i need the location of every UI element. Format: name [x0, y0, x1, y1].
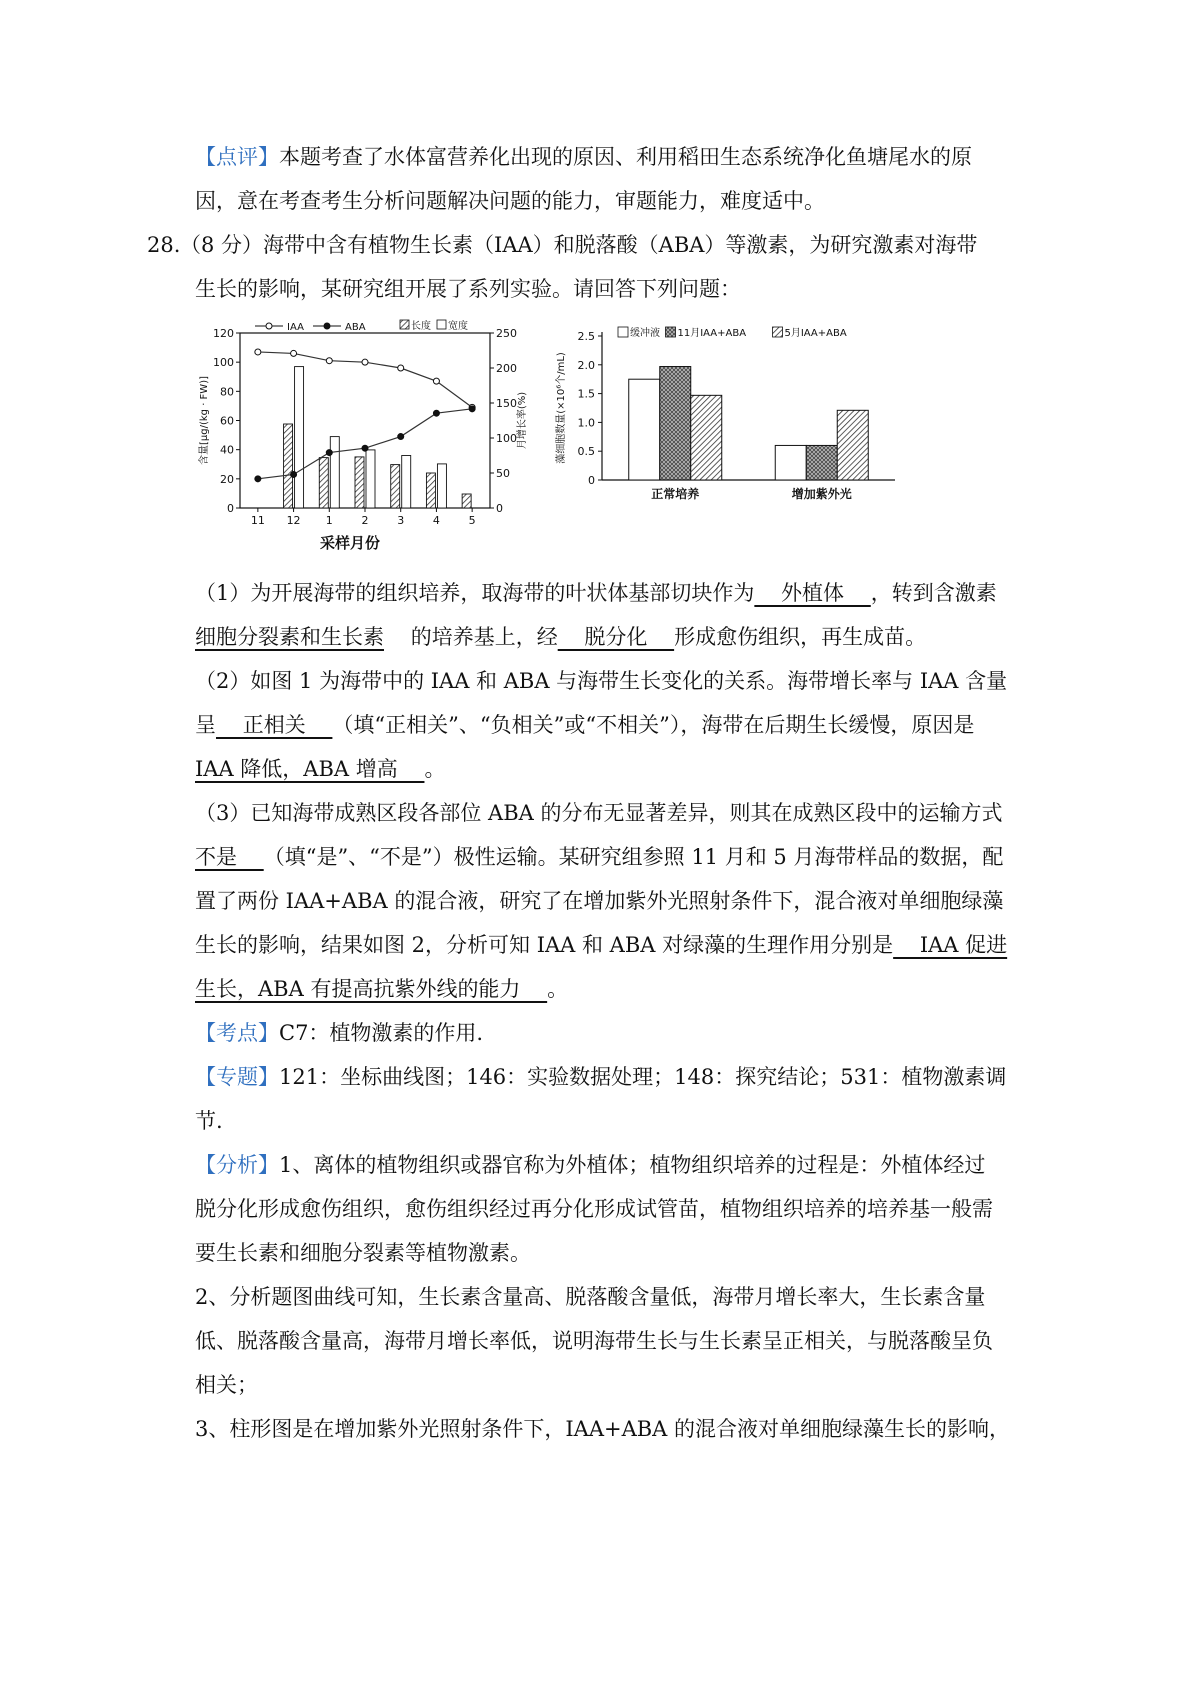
point-iaa: [398, 365, 404, 371]
right-axis-tick-label: 150: [496, 397, 517, 410]
q3-line-1: （3）已知海带成熟区段各部位 ABA 的分布无显著差异，则其在成熟区段中的运输方式: [195, 801, 1003, 825]
q1-answer-2: 细胞分裂素和生长素: [195, 625, 384, 649]
y-axis-tick-label: 0.5: [577, 445, 595, 459]
kaodian-tag: 【考点】: [195, 1021, 279, 1045]
legend-swatch-1: [666, 327, 676, 337]
review-line-2: 因，意在考查考生分析问题解决问题的能力，审题能力，难度适中。: [195, 189, 825, 213]
bar-1: [660, 367, 691, 480]
point-iaa: [255, 349, 261, 355]
q1-line-2: 细胞分裂素和生长素 的培养基上，经 脱分化 形成愈伤组织，再生成苗。: [195, 625, 927, 649]
left-axis-tick-label: 60: [220, 414, 234, 428]
bar-width: [330, 437, 339, 508]
right-axis-tick-label: 100: [496, 432, 517, 445]
fenxi-tag: 【分析】: [195, 1153, 279, 1177]
y-axis-tick-label: 1.5: [577, 387, 595, 401]
q2-answer-2: IAA 降低，ABA 增高: [195, 757, 425, 781]
legend-aba-marker: [324, 323, 330, 329]
fenxi-line-3: 要生长素和细胞分裂素等植物激素。: [195, 1241, 531, 1265]
y-axis-tick-label: 1.0: [577, 416, 595, 430]
legend-width-label: 宽度: [448, 321, 468, 332]
bar-width: [366, 450, 375, 508]
point-aba: [255, 476, 261, 482]
y-axis-label: 藻细胞数量(×10⁶个/mL): [556, 352, 567, 464]
y-axis-tick-label: 2.0: [577, 358, 595, 372]
x-axis-tick-label: 11: [250, 514, 265, 527]
point-iaa: [291, 350, 297, 356]
bar-length: [355, 457, 364, 508]
x-axis-tick-label: 4: [432, 514, 440, 527]
fenxi-p2-line-1: 2、分析题图曲线可知，生长素含量高、脱落酸含量低，海带月增长率大，生长素含量: [195, 1285, 986, 1309]
bar-length: [284, 424, 293, 508]
point-iaa: [326, 358, 332, 364]
x-axis-tick-label: 12: [286, 514, 301, 527]
bar-2: [837, 410, 868, 480]
question-number: 28.: [147, 233, 181, 257]
q2-line-2: 呈 正相关 （填“正相关”、“负相关”或“不相关”），海带在后期生长缓慢，原因是: [195, 713, 975, 737]
q2-line-3: IAA 降低，ABA 增高 。: [195, 757, 446, 781]
bar-length: [319, 458, 328, 508]
point-aba: [326, 450, 332, 456]
point-aba: [362, 445, 368, 451]
x-axis-tick-label: 5: [468, 514, 476, 527]
fenxi-p2-line-3: 相关；: [195, 1373, 258, 1397]
x-axis-tick-label: 3: [397, 514, 405, 527]
x-axis-tick-label: 2: [361, 514, 369, 527]
left-axis-tick-label: 20: [220, 472, 234, 486]
left-axis-tick-label: 80: [220, 385, 234, 399]
x-axis-label: 采样月份: [319, 534, 381, 552]
x-axis-category-label: 增加紫外光: [791, 487, 852, 501]
fenxi-p3-line-1: 3、柱形图是在增加紫外光照射条件下，IAA+ABA 的混合液对单细胞绿藻生长的影响，: [195, 1417, 1011, 1441]
point-iaa: [362, 359, 368, 365]
bar-length: [426, 473, 435, 508]
q3-line-2: 不是 （填“是”、“不是”）极性运输。某研究组参照 11 月和 5 月海带样品的数据，配: [195, 845, 1004, 869]
right-axis-label: 月增长率(%): [517, 391, 528, 450]
q3-answer-2a: IAA 促进: [893, 933, 1008, 957]
bar-width: [295, 367, 304, 508]
point-aba: [398, 434, 404, 440]
point-aba: [291, 471, 297, 477]
figure-1-svg: [195, 318, 540, 558]
zhuanti-line-1: 【专题】121：坐标曲线图；146：实验数据处理；148：探究结论；531：植物激素调: [195, 1065, 1007, 1089]
legend-swatch-2: [773, 327, 783, 337]
legend-iaa-marker: [266, 323, 272, 329]
bar-1: [806, 445, 837, 480]
fenxi-line-1: 【分析】1、离体的植物组织或器官称为外植体；植物组织培养的过程是：外植体经过: [195, 1153, 986, 1177]
q3-answer-1: 不是: [195, 845, 264, 869]
zhuanti-line-2: 节.: [195, 1109, 223, 1133]
q1-answer-3: 脱分化: [557, 625, 675, 649]
q1-answer-1: 外植体: [754, 581, 871, 605]
point-aba: [433, 410, 439, 416]
fenxi-p2-line-2: 低、脱落酸含量高，海带月增长率低，说明海带生长与生长素呈正相关，与脱落酸呈负: [195, 1329, 993, 1353]
legend-width-swatch: [437, 320, 446, 329]
x-axis-category-label: 正常培养: [651, 487, 700, 501]
review-tag: 【点评】: [195, 145, 279, 169]
left-axis-tick-label: 0: [227, 502, 234, 515]
bar-length: [462, 494, 471, 508]
q2-answer-1: 正相关: [216, 713, 333, 737]
right-axis-tick-label: 0: [496, 502, 503, 515]
legend-aba-label: ABA: [345, 322, 366, 333]
right-axis-tick-label: 50: [496, 467, 510, 480]
figure-2-svg: [550, 318, 920, 518]
q1-line-1: （1）为开展海带的组织培养，取海带的叶状体基部切块作为 外植体 ，转到含激素: [195, 581, 997, 605]
legend-label-2: 5月IAA+ABA: [784, 328, 847, 339]
point-aba: [469, 406, 475, 412]
legend-swatch-0: [618, 327, 628, 337]
right-axis-tick-label: 250: [496, 327, 517, 340]
left-axis-tick-label: 40: [220, 443, 234, 457]
bar-width: [402, 456, 411, 509]
bar-0: [775, 445, 806, 480]
left-axis-label: 含量[μg/(kg · FW)]: [199, 376, 210, 465]
q2-line-1: （2）如图 1 为海带中的 IAA 和 ABA 与海带生长变化的关系。海带增长率与 IAA 含量: [195, 669, 1008, 693]
question-line-2: 生长的影响，某研究组开展了系列实验。请回答下列问题：: [195, 277, 741, 301]
review-line-1: 【点评】本题考查了水体富营养化出现的原因、利用稻田生态系统净化鱼塘尾水的原: [195, 145, 972, 169]
legend-length-swatch: [400, 320, 409, 329]
legend-label-1: 11月IAA+ABA: [677, 328, 747, 339]
q3-line-3: 置了两份 IAA+ABA 的混合液，研究了在增加紫外光照射条件下，混合液对单细胞绿藻: [195, 889, 1004, 913]
kaodian-line: 【考点】C7：植物激素的作用.: [195, 1021, 484, 1045]
zhuanti-tag: 【专题】: [195, 1065, 279, 1089]
y-axis-tick-label: 0: [588, 474, 595, 487]
point-iaa: [433, 378, 439, 384]
left-axis-tick-label: 120: [213, 327, 234, 340]
bar-length: [391, 465, 400, 508]
bar-0: [629, 379, 660, 480]
legend-label-0: 缓冲液: [630, 328, 660, 339]
question-line-1: （8 分）海带中含有植物生长素（IAA）和脱落酸（ABA）等激素，为研究激素对海带: [180, 233, 978, 257]
q3-line-5: 生长，ABA 有提高抗紫外线的能力 。: [195, 977, 569, 1001]
bar-2: [691, 395, 722, 480]
bar-width: [437, 464, 446, 508]
legend-iaa-label: IAA: [287, 322, 304, 333]
legend-length-label: 长度: [411, 321, 431, 332]
q3-answer-2b: 生长，ABA 有提高抗紫外线的能力: [195, 977, 548, 1001]
left-axis-tick-label: 100: [213, 356, 234, 370]
right-axis-tick-label: 200: [496, 362, 517, 375]
y-axis-tick-label: 2.5: [577, 330, 595, 343]
x-axis-tick-label: 1: [325, 514, 333, 527]
figure-2: [550, 318, 920, 522]
q3-line-4: 生长的影响，结果如图 2，分析可知 IAA 和 ABA 对绿藻的生理作用分别是 IAA 促进: [195, 933, 1008, 957]
fenxi-line-2: 脱分化形成愈伤组织，愈伤组织经过再分化形成试管苗，植物组织培养的培养基一般需: [195, 1197, 993, 1221]
figure-1: [195, 318, 540, 562]
